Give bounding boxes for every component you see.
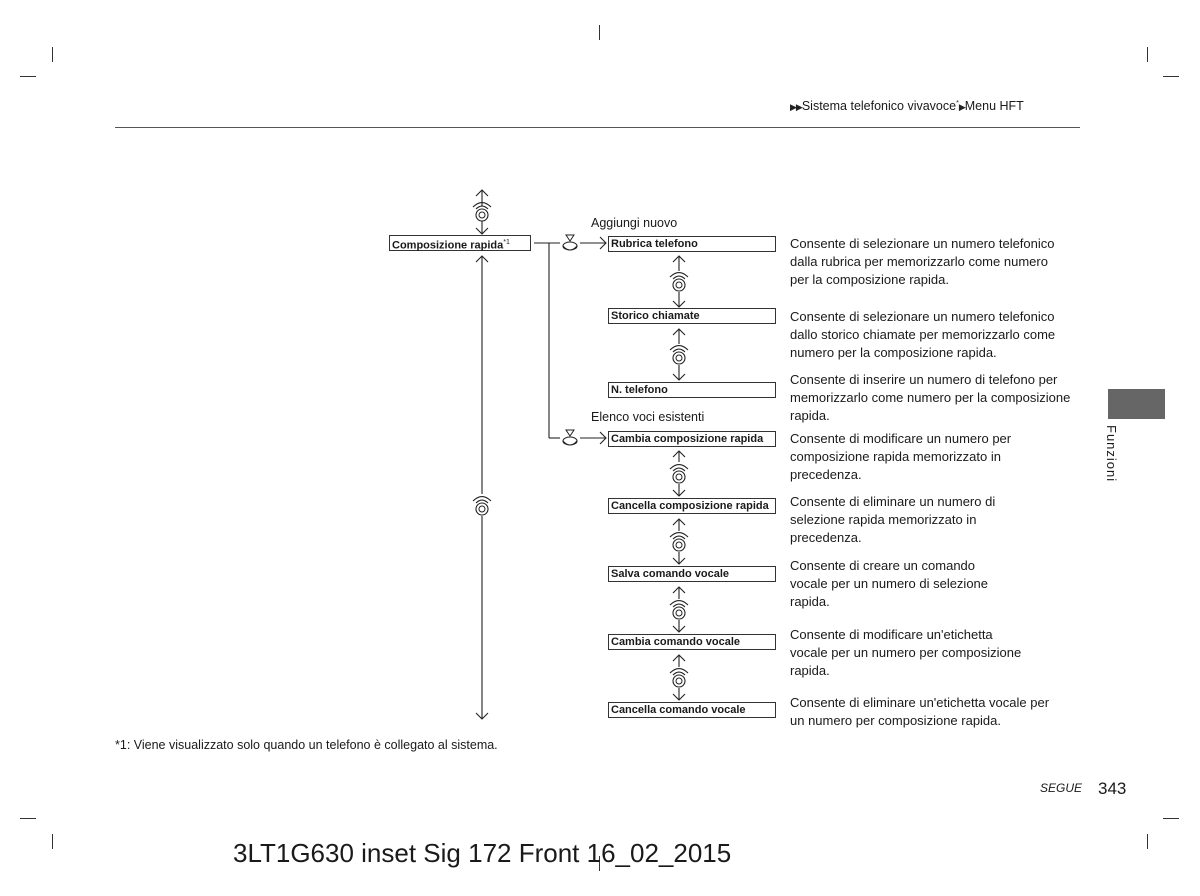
- press-knob-icon: [563, 430, 577, 445]
- page-number: 343: [1098, 779, 1127, 798]
- menu-item-cancella-composizione[interactable]: Cancella composizione rapida: [608, 498, 776, 514]
- selector-knob-icon: [670, 533, 688, 552]
- group-label-add: Aggiungi nuovo: [591, 216, 678, 230]
- root-menu-item[interactable]: [389, 235, 531, 251]
- menu-item-cambia-vocale[interactable]: Cambia comando vocale: [608, 634, 776, 650]
- menu-item-cambia-composizione[interactable]: Cambia composizione rapida: [608, 431, 776, 447]
- menu-item-numero[interactable]: N. telefono: [608, 382, 776, 398]
- desc-cancella-vocale: Consente di eliminare un'etichetta vocale per un numero per composizione rapida.: [790, 695, 1050, 728]
- group-label-existing: Elenco voci esistenti: [591, 410, 705, 424]
- chapter-tab[interactable]: [1108, 389, 1165, 419]
- selector-knob-icon: [670, 601, 688, 620]
- footnote-ref: *1: [503, 239, 510, 246]
- selector-knob-icon: [670, 465, 688, 484]
- root-label: Composizione rapida: [392, 239, 504, 252]
- desc-cancella-composizione: Consente di eliminare un numero di selezione rapida memorizzato in precedenza.: [790, 494, 996, 545]
- breadcrumb-section[interactable]: Sistema telefonico vivavoce: [801, 99, 957, 113]
- selector-knob-icon: [670, 346, 688, 365]
- selector-knob-icon: [473, 497, 491, 516]
- selector-knob-icon: [670, 669, 688, 688]
- optional-mark: *: [956, 99, 959, 107]
- menu-item-storico[interactable]: Storico chiamate: [608, 308, 776, 324]
- double-triangle-icon: ▶▶: [790, 102, 802, 112]
- desc-numero: Consente di inserire un numero di telefono per memorizzarlo come numero per la composizione rapida.: [790, 372, 1071, 423]
- triangle-icon: ▶: [958, 102, 965, 112]
- breadcrumb-page[interactable]: Menu HFT: [964, 99, 1024, 113]
- footnote: *1: Viene visualizzato solo quando un telefono è collegato al sistema.: [115, 738, 498, 752]
- desc-rubrica: Consente di selezionare un numero telefonico dalla rubrica per memorizzarlo come numero per la composizione rapida.: [790, 236, 1055, 287]
- print-slug: 3LT1G630 inset Sig 172 Front 16_02_2015: [233, 838, 732, 868]
- menu-item-cancella-vocale[interactable]: Cancella comando vocale: [608, 702, 776, 718]
- desc-salva-vocale: Consente di creare un comando vocale per un numero di selezione rapida.: [790, 558, 989, 609]
- desc-cambia-composizione: Consente di modificare un numero per composizione rapida memorizzato in precedenza.: [790, 431, 1012, 482]
- continues-label: SEGUE: [1040, 781, 1083, 795]
- menu-item-rubrica[interactable]: Rubrica telefono: [608, 236, 776, 252]
- desc-cambia-vocale: Consente di modificare un'etichetta vocale per un numero per composizione rapida.: [790, 627, 1022, 678]
- menu-item-salva-vocale[interactable]: Salva comando vocale: [608, 566, 776, 582]
- press-knob-icon: [563, 235, 577, 250]
- selector-knob-icon: [670, 273, 688, 292]
- chapter-label: Funzioni: [1104, 425, 1119, 483]
- desc-storico: Consente di selezionare un numero telefonico dallo storico chiamate per memorizzarlo come numero per la composizione rapida.: [790, 309, 1056, 360]
